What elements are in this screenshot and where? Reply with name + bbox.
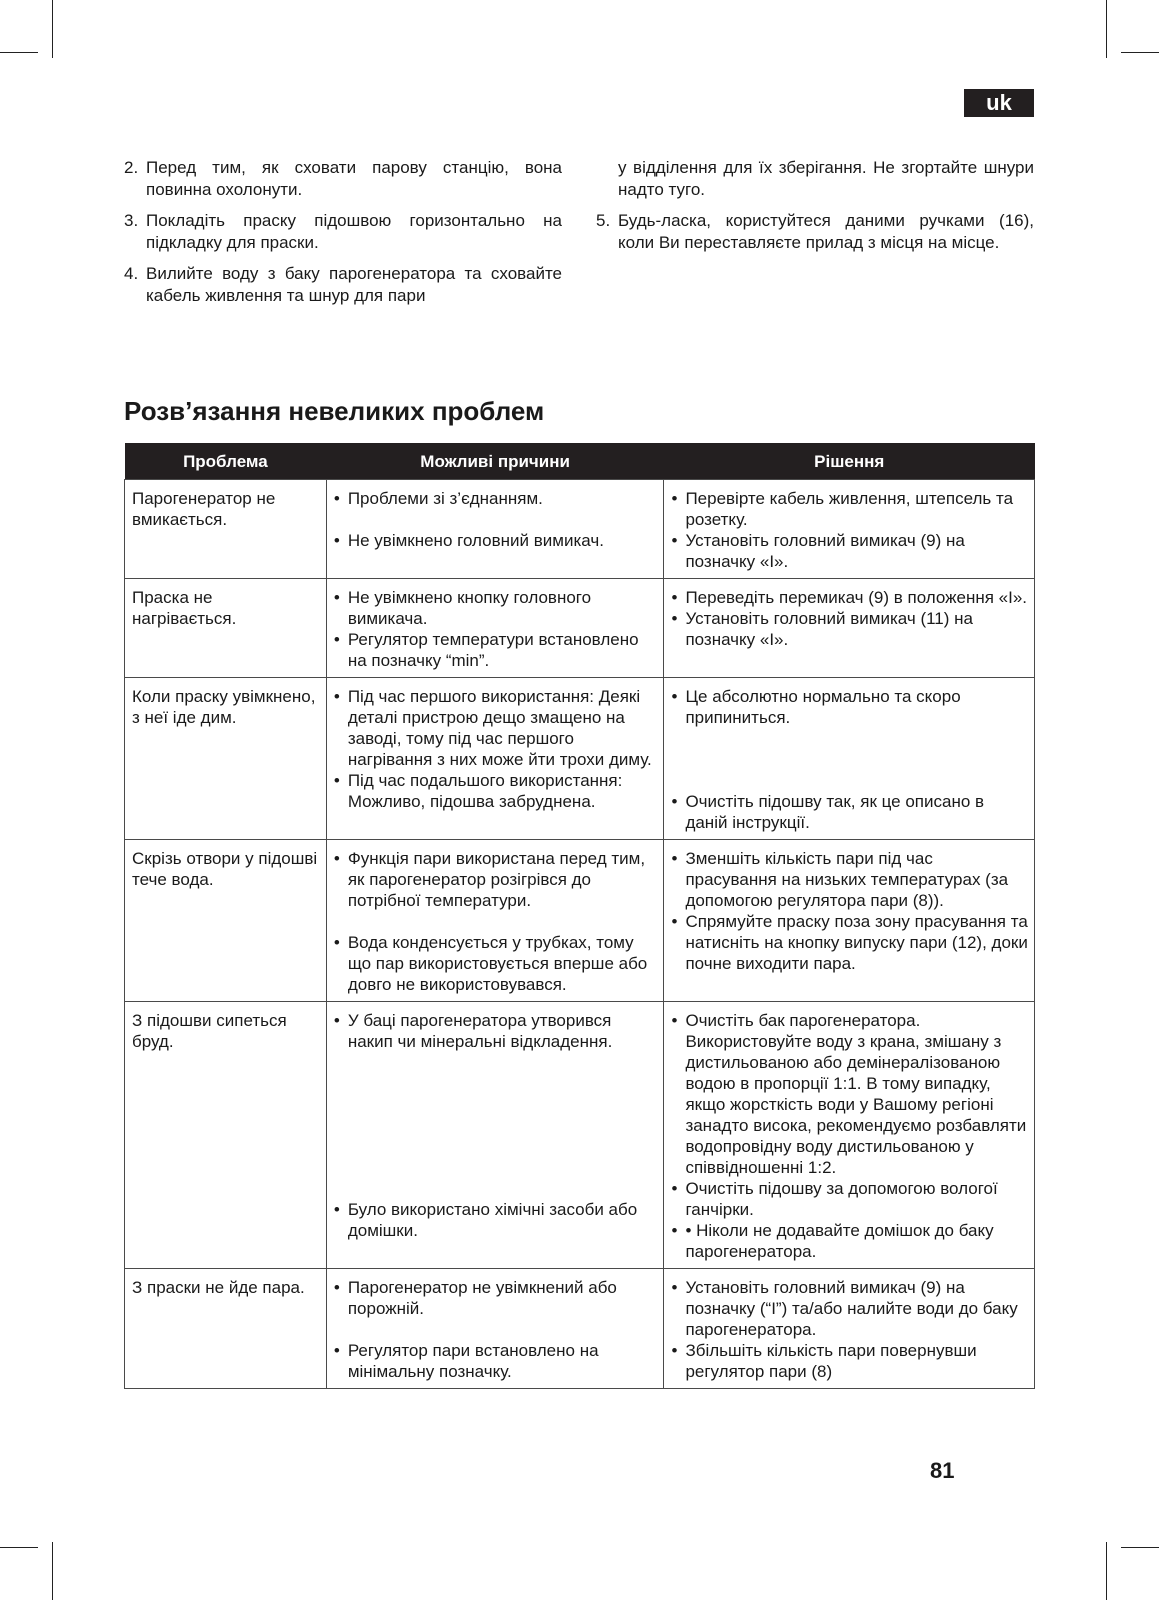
solution-text: Перевірте кабель живлення, штепсель та розетку. <box>685 489 1014 529</box>
solution-bullet <box>671 608 1028 650</box>
step-item <box>596 210 1034 254</box>
causes-cell <box>326 579 664 678</box>
problem-cell: Скрізь отвори у підошві тече вода. <box>125 840 327 1002</box>
spacer <box>334 1073 658 1094</box>
solution-text: Це абсолютно нормально та скоро припиниться. <box>685 687 961 727</box>
problem-cell: Праска не нагрівається. <box>125 579 327 678</box>
spacer <box>334 1157 658 1178</box>
solution-text: Очистіть підошву за допомогою вологої ганчірки. <box>685 1179 998 1219</box>
problem-cell: Парогенератор не вмикається. <box>125 480 327 579</box>
solution-bullet <box>671 1010 1028 1178</box>
solutions-cell <box>664 1269 1035 1389</box>
bullet-icon: • <box>333 771 340 790</box>
solutions-cell <box>664 678 1035 840</box>
cause-bullet <box>334 686 658 770</box>
bullet-icon: • <box>333 1341 340 1360</box>
step-item <box>124 263 562 307</box>
cause-bullet <box>334 587 658 629</box>
cause-bullet <box>334 1010 658 1052</box>
language-badge: uk <box>964 89 1034 117</box>
spacer <box>334 911 658 932</box>
step-text: Вилийте воду з баку парогенератора та сховайте кабель живлення та шнур для пари <box>146 264 562 305</box>
causes-cell <box>326 1269 664 1389</box>
bullet-icon: • <box>671 687 678 706</box>
solution-text: Очистіть бак парогенератора. Використовуйте воду з крана, змішану з дистильованою або демінералізованою водою в пропорції 1:1. В тому випадку, якщо жорсткість води у Вашому регіоні занадто висока, рекомендуємо розбавляти водопровідну воду дистильованою у співвідношенні 1:2. <box>685 1011 1027 1177</box>
table-row <box>125 1002 1035 1269</box>
bullet-icon: • <box>671 1221 678 1240</box>
bullet-icon: • <box>333 1278 340 1297</box>
problem-cell: З праски не йде пара. <box>125 1269 327 1389</box>
cause-text: Не увімкнено кнопку головного вимикача. <box>347 588 592 628</box>
solution-bullet <box>671 1220 1028 1262</box>
page-number: 81 <box>930 1458 955 1483</box>
solution-bullet <box>671 848 1028 911</box>
solution-text: Установіть головний вимикач (9) на позначку «I». <box>685 531 965 571</box>
cause-bullet <box>334 1199 658 1241</box>
bullet-icon: • <box>671 489 678 508</box>
bullet-icon: • <box>671 609 678 628</box>
crop-mark <box>1106 1542 1107 1600</box>
bullet-icon: • <box>671 1278 678 1297</box>
solution-bullet <box>671 911 1028 974</box>
step-number: 3. <box>124 211 139 230</box>
bullet-icon: • <box>671 1179 678 1198</box>
cause-bullet <box>334 1277 658 1319</box>
spacer <box>671 749 1028 770</box>
spacer <box>334 1136 658 1157</box>
spacer <box>334 1094 658 1115</box>
spacer <box>334 1178 658 1199</box>
cause-text: Регулятор температури встановлено на позначку “min”. <box>347 630 639 670</box>
bullet-icon: • <box>333 489 340 508</box>
bullet-icon: • <box>671 792 678 811</box>
cause-text: Регулятор пари встановлено на мінімальну позначку. <box>347 1341 599 1381</box>
step-text: Будь-ласка, користуйтеся даними ручками (16), коли Ви переставляєте прилад з місця на місце. <box>618 211 1034 252</box>
header-causes: Можливі причини <box>326 443 664 480</box>
cause-text: Не увімкнено головний вимикач. <box>347 531 604 550</box>
spacer <box>334 1115 658 1136</box>
solution-bullet <box>671 1277 1028 1340</box>
solution-bullet <box>671 1340 1028 1382</box>
solution-text: Очистіть підошву так, як це описано в даній інструкції. <box>685 792 985 832</box>
solution-bullet <box>671 1178 1028 1220</box>
bullet-icon: • <box>333 588 340 607</box>
crop-mark <box>52 1542 53 1600</box>
bullet-icon: • <box>671 531 678 550</box>
bullet-icon: • <box>671 1341 678 1360</box>
table-row <box>125 840 1035 1002</box>
causes-cell <box>326 678 664 840</box>
crop-mark <box>0 1547 38 1548</box>
solution-bullet <box>671 488 1028 530</box>
table-body <box>125 480 1035 1389</box>
bullet-icon: • <box>333 687 340 706</box>
cause-bullet <box>334 629 658 671</box>
solutions-cell <box>664 840 1035 1002</box>
cause-bullet <box>334 932 658 995</box>
spacer <box>671 728 1028 749</box>
cause-text: Було використано хімічні засоби або домішки. <box>347 1200 638 1240</box>
solution-text: Переведіть перемикач (9) в положення «I». <box>685 588 1028 607</box>
bullet-icon: • <box>671 588 678 607</box>
solutions-cell <box>664 1002 1035 1269</box>
cause-text: Під час першого використання: Деякі деталі пристрою дещо змащено на заводі, тому під час першого нагрівання з них може йти трохи диму. <box>347 687 652 769</box>
cause-text: Вода конденсується у трубках, тому що пар використовується вперше або довго не використовувався. <box>347 933 648 994</box>
step-continuation: у відділення для їх зберігання. Не згортайте шнури надто туго. <box>618 158 1034 199</box>
step-item <box>124 157 562 201</box>
solutions-cell <box>664 579 1035 678</box>
spacer <box>334 1052 658 1073</box>
step-text: Покладіть праску підошвою горизонтально на підкладку для праски. <box>146 211 562 252</box>
crop-mark <box>1121 52 1159 53</box>
step-number: 4. <box>124 264 139 283</box>
bullet-icon: • <box>671 912 678 931</box>
causes-cell <box>326 1002 664 1269</box>
bullet-icon: • <box>333 1200 340 1219</box>
crop-mark <box>0 52 38 53</box>
solutions-cell <box>664 480 1035 579</box>
bullet-icon: • <box>333 933 340 952</box>
crop-mark <box>1106 0 1107 58</box>
cause-text: У баці парогенератора утворився накип чи мінеральні відкладення. <box>347 1011 613 1051</box>
solution-text: • Ніколи не додавайте домішок до баку парогенератора. <box>685 1221 994 1261</box>
step-number: 5. <box>596 211 611 230</box>
bullet-icon: • <box>333 531 340 550</box>
cause-bullet <box>334 530 658 551</box>
bullet-icon: • <box>333 630 340 649</box>
crop-mark <box>52 0 53 58</box>
bullet-icon: • <box>333 1011 340 1030</box>
bullet-icon: • <box>671 849 678 868</box>
spacer <box>671 770 1028 791</box>
table-row <box>125 579 1035 678</box>
spacer <box>334 1319 658 1340</box>
solution-text: Установіть головний вимикач (9) на позначку (“I”) та/або налийте води до баку парогенератора. <box>685 1278 1018 1339</box>
solution-bullet <box>671 530 1028 572</box>
cause-text: Функція пари використана перед тим, як парогенератор розігрівся до потрібної температури. <box>347 849 646 910</box>
steps-left-column <box>124 157 562 316</box>
section-title: Розв’язання невеликих проблем <box>124 396 545 426</box>
causes-cell <box>326 840 664 1002</box>
cause-text: Під час подальшого використання: Можливо, підошва забруднена. <box>347 771 623 811</box>
cause-text: Парогенератор не увімкнений або порожній. <box>347 1278 617 1318</box>
step-item <box>124 210 562 254</box>
steps-right-column <box>596 157 1034 263</box>
causes-cell <box>326 480 664 579</box>
table-row <box>125 678 1035 840</box>
spacer <box>334 509 658 530</box>
table-row <box>125 1269 1035 1389</box>
problem-cell: Коли праску увімкнено, з неї іде дим. <box>125 678 327 840</box>
problem-cell: З підошви сипеться бруд. <box>125 1002 327 1269</box>
cause-bullet <box>334 1340 658 1382</box>
step-text: Перед тим, як сховати парову станцію, вона повинна охолонути. <box>146 158 562 199</box>
cause-bullet <box>334 848 658 911</box>
cause-bullet <box>334 770 658 812</box>
header-problem: Проблема <box>125 443 327 480</box>
solution-text: Спрямуйте праску поза зону прасування та натисніть на кнопку випуску пари (12), доки почне виходити пара. <box>685 912 1028 973</box>
crop-mark <box>1121 1547 1159 1548</box>
solution-text: Зменшіть кількість пари під час прасування на низьких температурах (за допомогою регулятора пари (8)). <box>685 849 1009 910</box>
step-number: 2. <box>124 158 139 177</box>
bullet-icon: • <box>671 1011 678 1030</box>
bullet-icon: • <box>333 849 340 868</box>
solution-bullet <box>671 686 1028 728</box>
cause-bullet <box>334 488 658 509</box>
solution-bullet <box>671 791 1028 833</box>
solution-bullet <box>671 587 1028 608</box>
cause-text: Проблеми зі з’єднанням. <box>347 489 543 508</box>
solution-text: Збільшіть кількість пари повернувши регулятор пари (8) <box>685 1341 977 1381</box>
troubleshooting-table <box>124 443 1035 1389</box>
solution-text: Установіть головний вимикач (11) на позначку «I». <box>685 609 973 649</box>
header-solutions: Рішення <box>664 443 1035 480</box>
table-row <box>125 480 1035 579</box>
table-header-row <box>125 443 1035 480</box>
